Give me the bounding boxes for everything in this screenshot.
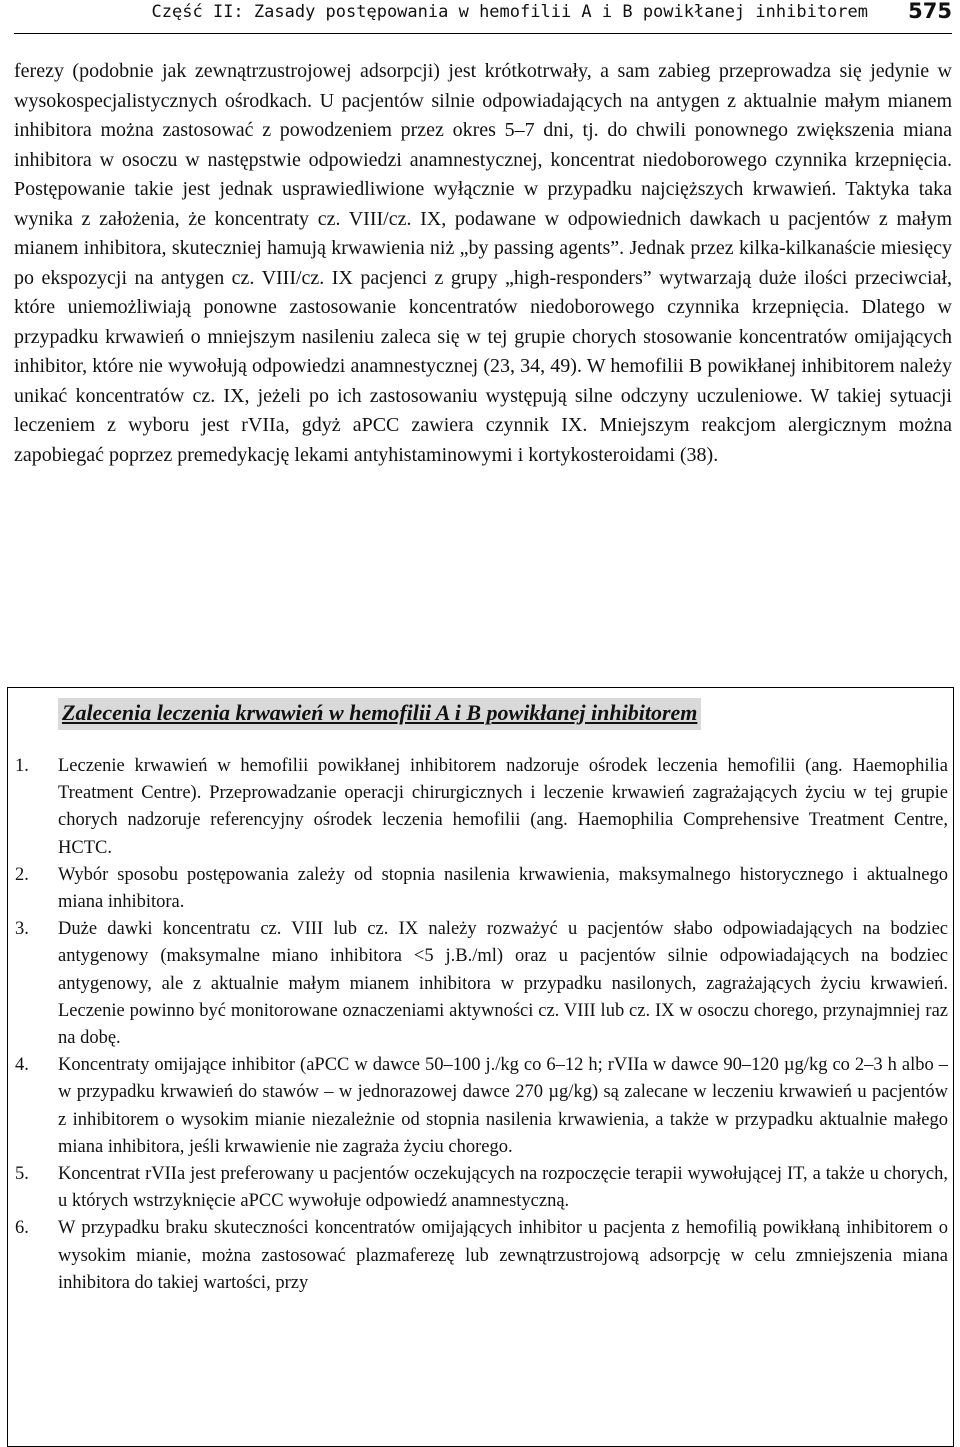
recommendations-list	[8, 753, 948, 1297]
recommendation-text: Koncentrat rVIIa jest preferowany u pacjentów oczekujących na rozpoczęcie terapii wywołującej IT, a także u chorych, u których wstrzyknięcie aPCC wywołuje odpowiedź anamnestyczną.	[58, 1164, 948, 1212]
recommendation-number: 4.	[15, 1055, 29, 1076]
running-header-title: Część II: Zasady postępowania w hemofilii A i B powikłanej inhibitorem	[151, 2, 868, 22]
recommendation-text: Koncentraty omijające inhibitor (aPCC w dawce 50–100 j./kg co 6–12 h; rVIIa w dawce 90–120 µg/kg co 2–3 h albo – w przypadku krwawień do stawów – w jednorazowej dawce 270 µg/kg) są zalecane w leczeniu krwawień u pacjentów z inhibitorem o wysokim mianie niezależnie od stopnia nasilenia krwawienia, a także w przypadku aktualnie małego miana inhibitora, jeśli krwawienie nie zagraża życiu chorego.	[58, 1055, 948, 1157]
recommendation-text: Leczenie krwawień w hemofilii powikłanej inhibitorem nadzoruje ośrodek leczenia hemofilii (ang. Haemophilia Treatment Centre). Przeprowadzanie operacji chirurgicznych i leczenie krwawień zagrażających życiu w tej grupie chorych nadzoruje referencyjny ośrodek leczenia hemofilii (ang. Haemophilia Comprehensive Treatment Centre, HCTC.	[58, 756, 948, 858]
recommendation-text: Duże dawki koncentratu cz. VIII lub cz. IX należy rozważyć u pacjentów słabo odpowiadających na bodziec antygenowy (maksymalne miano inhibitora <5 j.B./ml) oraz u pacjentów silnie odpowiadających na bodziec antygenowy, ale z aktualnie małym mianem inhibitora w przypadku nasilonych, zagrażających życiu krwawień. Leczenie powinno być monitorowane oznaczeniami aktywności cz. VIII lub cz. IX w osoczu chorego, przynajmniej raz na dobę.	[58, 919, 948, 1049]
recommendation-item	[8, 1215, 948, 1297]
recommendation-item	[8, 916, 948, 1052]
page-number: 575	[908, 0, 952, 23]
recommendation-item	[8, 1052, 948, 1161]
recommendation-number: 5.	[15, 1164, 29, 1185]
recommendation-item	[8, 753, 948, 862]
recommendation-item	[8, 1161, 948, 1215]
body-paragraph: ferezy (podobnie jak zewnątrzustrojowej adsorpcji) jest krótkotrwały, a sam zabieg przeprowadza się jedynie w wysokospecjalistycznych ośrodkach. U pacjentów silnie odpowiadających na antygen z aktualnie małym mianem inhibitora można zastosować z powodzeniem przez okres 5–7 dni, tj. do chwili ponownego zwiększenia miana inhibitora w osoczu w następstwie odpowiedzi anamnestycznej, koncentrat niedoborowego czynnika krzepnięcia. Postępowanie takie jest jednak usprawiedliwione wyłącznie w przypadku najcięższych krwawień. Taktyka taka wynika z założenia, że koncentraty cz. VIII/cz. IX, podawane w odpowiednich dawkach u pacjentów z małym mianem inhibitora, skuteczniej hamują krwawienia niż „by passing agents”. Jednak przez kilka-kilkanaście miesięcy po ekspozycji na antygen cz. VIII/cz. IX pacjenci z grupy „high-responders” wytwarzają duże ilości przeciwciał, które uniemożliwiają ponowne zastosowanie koncentratów niedoborowego czynnika krzepnięcia. Dlatego w przypadku krwawień o mniejszym nasileniu zaleca się w tej grupie chorych stosowanie koncentratów omijających inhibitor, które nie wywołują odpowiedzi anamnestycznej (23, 34, 49). W hemofilii B powikłanej inhibitorem należy unikać koncentratów cz. IX, jeżeli po ich zastosowaniu występują silne odczyny uczuleniowe. W takiej sytuacji leczeniem z wyboru jest rVIIa, gdyż aPCC zawiera czynnik IX. Mniejszym reakcjom alergicznym można zapobiegać poprzez premedykację lekami antyhistaminowymi i kortykosteroidami (38).	[14, 60, 952, 466]
recommendations-box	[7, 687, 954, 1447]
page-header	[0, 0, 960, 40]
recommendation-number: 6.	[15, 1218, 29, 1239]
recommendation-text: W przypadku braku skuteczności koncentratów omijających inhibitor u pacjenta z hemofilią powikłaną inhibitorem o wysokim mianie, można zastosować plazmaferezę lub zewnątrzustrojową adsorpcję w celu zmniejszenia miana inhibitora do takiej wartości, przy	[58, 1218, 948, 1293]
recommendation-number: 2.	[15, 864, 29, 885]
header-divider	[14, 33, 952, 34]
recommendation-text: Wybór sposobu postępowania zależy od stopnia nasilenia krwawienia, maksymalnego historycznego i aktualnego miana inhibitora.	[58, 864, 948, 913]
recommendation-number: 1.	[15, 756, 29, 776]
recommendation-number: 3.	[15, 919, 29, 940]
recommendation-item	[8, 862, 948, 916]
recommendations-title: Zalecenia leczenia krwawień w hemofilii A i B powikłanej inhibitorem	[58, 698, 701, 730]
